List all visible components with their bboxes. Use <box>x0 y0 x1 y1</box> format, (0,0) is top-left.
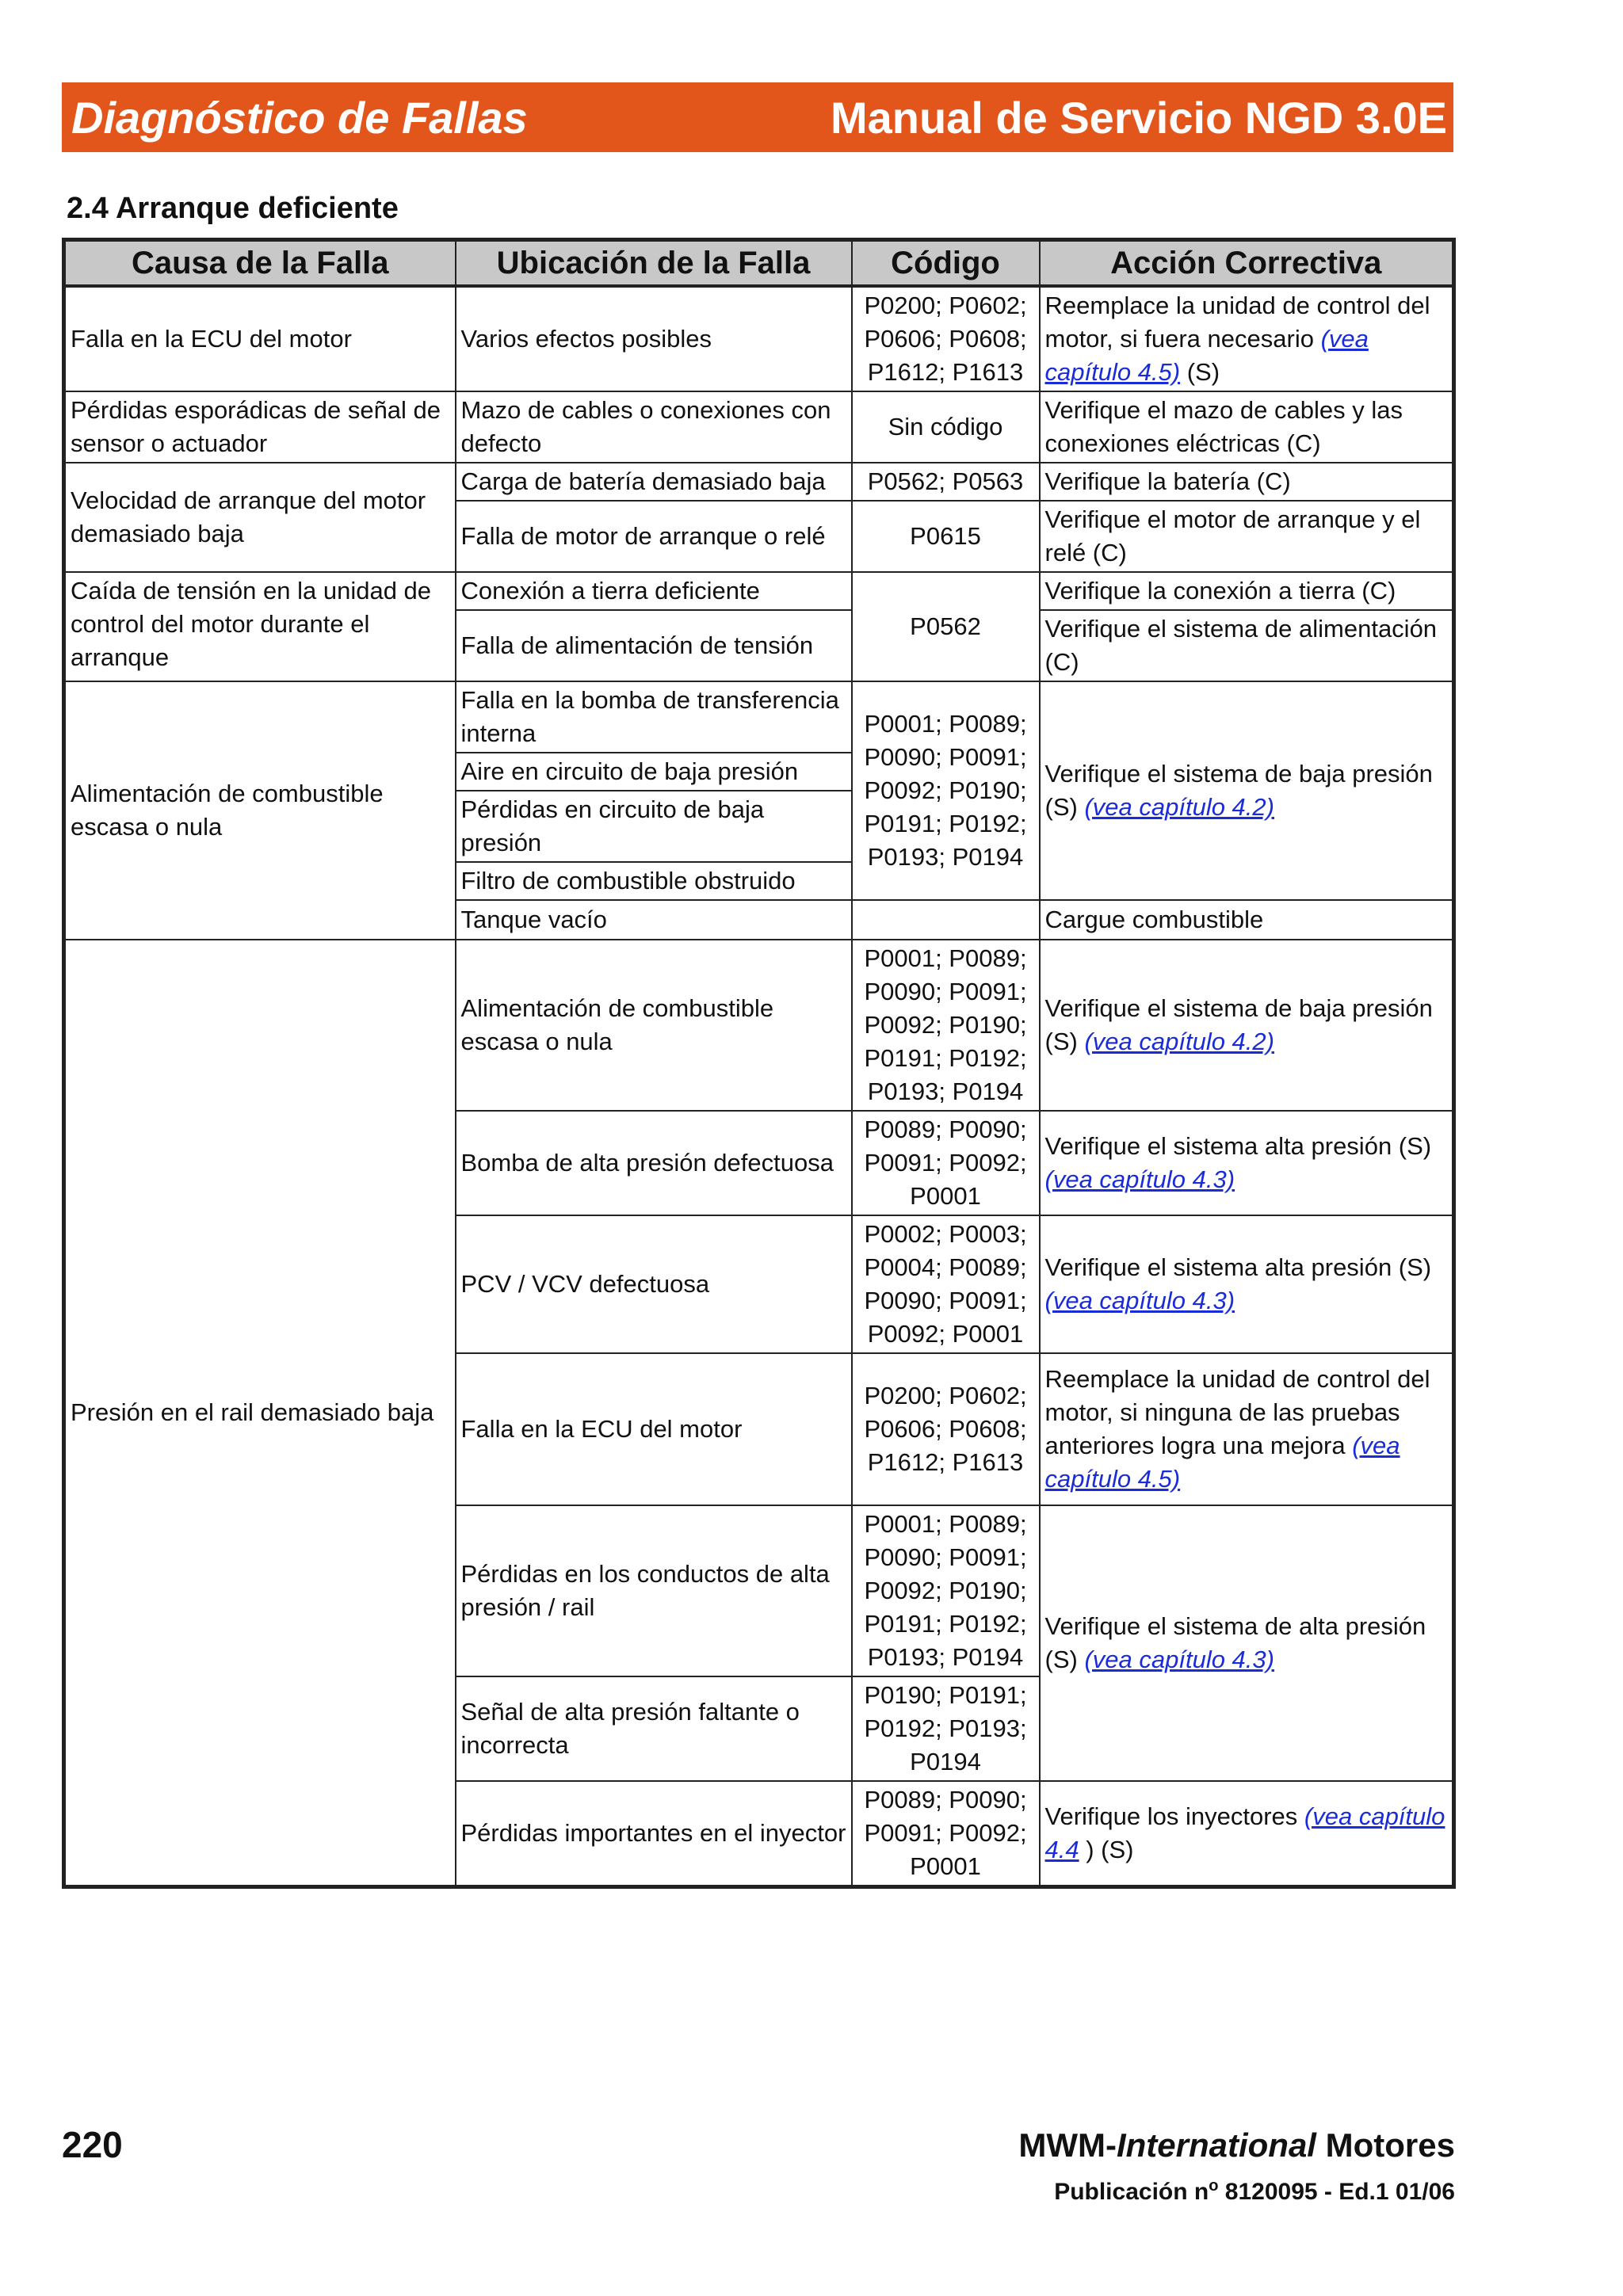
location-cell: Varios efectos posibles <box>456 286 852 391</box>
action-cell <box>1040 1781 1454 1887</box>
location-cell: Conexión a tierra deficiente <box>456 572 852 610</box>
header-action: Acción Correctiva <box>1040 240 1454 287</box>
section-title: 2.4 Arranque deficiente <box>67 192 399 225</box>
location-cell: Pérdidas en circuito de baja presión <box>456 791 852 862</box>
action-cell <box>1040 1111 1454 1215</box>
table-row <box>64 940 1454 1111</box>
location-cell: PCV / VCV defectuosa <box>456 1215 852 1353</box>
action-cell <box>1040 1505 1454 1781</box>
action-text: Verifique el sistema de baja presión (S) <box>1044 994 1433 1055</box>
action-cell <box>1040 1353 1454 1505</box>
action-cell: Verifique el sistema de alimentación (C) <box>1040 610 1454 681</box>
footer-brand <box>1018 2126 1455 2164</box>
cause-cell: Presión en el rail demasiado baja <box>64 940 456 1887</box>
table-row <box>64 286 1454 391</box>
chapter-link[interactable]: (vea capítulo 4.2) <box>1084 1028 1274 1055</box>
action-cell: Verifique la batería (C) <box>1040 463 1454 501</box>
header-code: Código <box>852 240 1040 287</box>
brand-italic: International <box>1116 2126 1316 2164</box>
code-cell: P0200; P0602; P0606; P0608; P1612; P1613 <box>852 286 1040 391</box>
action-cell <box>1040 940 1454 1111</box>
action-cell: Verifique el motor de arranque y el relé (C) <box>1040 501 1454 572</box>
brand-prefix: MWM- <box>1018 2126 1117 2164</box>
code-cell: P0001; P0089; P0090; P0091; P0092; P0190; P0191; P0192; P0193; P0194 <box>852 681 1040 900</box>
location-cell: Señal de alta presión faltante o incorrecta <box>456 1676 852 1781</box>
code-cell <box>852 900 1040 940</box>
action-suffix: (S) <box>1180 358 1220 386</box>
location-cell: Tanque vacío <box>456 900 852 940</box>
location-cell: Falla de motor de arranque o relé <box>456 501 852 572</box>
cause-cell: Velocidad de arranque del motor demasiado baja <box>64 463 456 572</box>
code-cell: P0615 <box>852 501 1040 572</box>
action-text: Verifique el sistema alta presión (S) <box>1044 1253 1432 1281</box>
location-cell: Falla en la ECU del motor <box>456 1353 852 1505</box>
location-cell: Pérdidas en los conductos de alta presión / rail <box>456 1505 852 1676</box>
code-cell: P0562 <box>852 572 1040 681</box>
cause-cell: Caída de tensión en la unidad de control del motor durante el arranque <box>64 572 456 681</box>
header-banner <box>62 82 1453 152</box>
location-cell: Bomba de alta presión defectuosa <box>456 1111 852 1215</box>
code-cell: P0001; P0089; P0090; P0091; P0092; P0190; P0191; P0192; P0193; P0194 <box>852 1505 1040 1676</box>
chapter-link[interactable]: (vea capítulo 4.4 <box>1044 1802 1445 1863</box>
cause-cell: Pérdidas esporádicas de señal de sensor o actuador <box>64 391 456 463</box>
code-cell: P0190; P0191; P0192; P0193; P0194 <box>852 1676 1040 1781</box>
location-cell: Alimentación de combustible escasa o nula <box>456 940 852 1111</box>
location-cell: Falla en la bomba de transferencia interna <box>456 681 852 753</box>
chapter-link[interactable]: (vea capítulo 4.5) <box>1044 1432 1400 1493</box>
code-cell: P0001; P0089; P0090; P0091; P0092; P0190; P0191; P0192; P0193; P0194 <box>852 940 1040 1111</box>
header-left-title: Diagnóstico de Fallas <box>71 93 528 143</box>
header-cause: Causa de la Falla <box>64 240 456 287</box>
brand-suffix: Motores <box>1316 2126 1455 2164</box>
table-row <box>64 391 1454 463</box>
action-cell <box>1040 1215 1454 1353</box>
table-header-row <box>64 240 1454 287</box>
action-cell: Cargue combustible <box>1040 900 1454 940</box>
code-cell: P0089; P0090; P0091; P0092; P0001 <box>852 1111 1040 1215</box>
location-cell: Falla de alimentación de tensión <box>456 610 852 681</box>
action-text: Reemplace la unidad de control del motor, si ninguna de las pruebas anteriores logra una mejora <box>1044 1365 1430 1459</box>
pub-sup: o <box>1209 2177 1219 2195</box>
chapter-link[interactable]: (vea capítulo 4.2) <box>1084 793 1274 821</box>
table-row <box>64 463 1454 501</box>
pub-suffix: 8120095 - Ed.1 01/06 <box>1218 2179 1455 2205</box>
publication-number <box>1054 2177 1455 2206</box>
code-cell: P0562; P0563 <box>852 463 1040 501</box>
code-cell: P0200; P0602; P0606; P0608; P1612; P1613 <box>852 1353 1040 1505</box>
action-cell: Verifique la conexión a tierra (C) <box>1040 572 1454 610</box>
pub-prefix: Publicación n <box>1054 2179 1209 2205</box>
chapter-link[interactable]: (vea capítulo 4.3) <box>1084 1646 1274 1673</box>
table-row <box>64 681 1454 753</box>
action-text: Verifique el sistema de baja presión (S) <box>1044 760 1433 821</box>
table-row <box>64 572 1454 610</box>
chapter-link[interactable]: (vea capítulo 4.3) <box>1044 1165 1235 1193</box>
action-cell <box>1040 286 1454 391</box>
action-text: Reemplace la unidad de control del motor, si fuera necesario <box>1044 292 1430 353</box>
action-text: Verifique el sistema de alta presión (S) <box>1044 1612 1426 1673</box>
action-text: Verifique los inyectores <box>1044 1802 1298 1830</box>
code-cell: P0002; P0003; P0004; P0089; P0090; P0091; P0092; P0001 <box>852 1215 1040 1353</box>
cause-cell: Alimentación de combustible escasa o nula <box>64 681 456 940</box>
fault-table <box>62 238 1456 1889</box>
action-cell: Verifique el mazo de cables y las conexiones eléctricas (C) <box>1040 391 1454 463</box>
chapter-link[interactable]: (vea capítulo 4.3) <box>1044 1287 1235 1314</box>
header-right-title: Manual de Servicio NGD 3.0E <box>830 93 1447 143</box>
chapter-link[interactable]: (vea capítulo 4.5) <box>1044 325 1369 386</box>
cause-cell: Falla en la ECU del motor <box>64 286 456 391</box>
location-cell: Aire en circuito de baja presión <box>456 753 852 791</box>
header-location: Ubicación de la Falla <box>456 240 852 287</box>
code-cell: P0089; P0090; P0091; P0092; P0001 <box>852 1781 1040 1887</box>
action-suffix: ) (S) <box>1079 1836 1134 1863</box>
page-number: 220 <box>62 2124 123 2165</box>
code-cell: Sin código <box>852 391 1040 463</box>
location-cell: Filtro de combustible obstruido <box>456 862 852 900</box>
location-cell: Pérdidas importantes en el inyector <box>456 1781 852 1887</box>
location-cell: Mazo de cables o conexiones con defecto <box>456 391 852 463</box>
action-cell <box>1040 681 1454 900</box>
location-cell: Carga de batería demasiado baja <box>456 463 852 501</box>
action-text: Verifique el sistema alta presión (S) <box>1044 1132 1432 1160</box>
